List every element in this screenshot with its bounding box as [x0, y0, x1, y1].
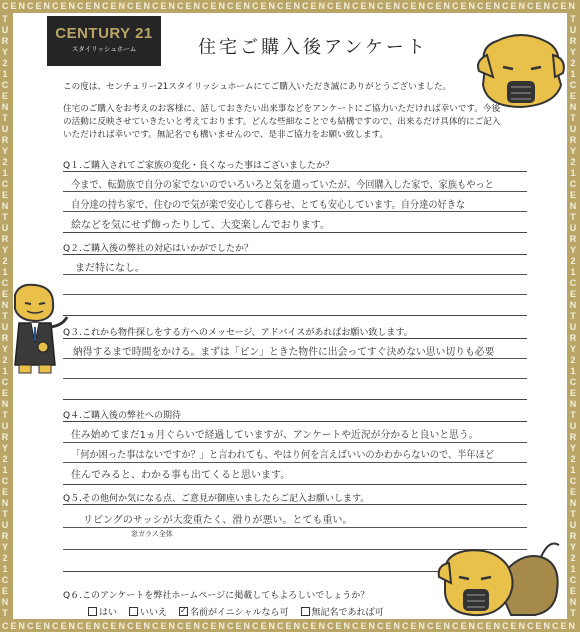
answer-4-line-2: 「何か困った事はないですか？」と言われても、やはり何を言えばいいのかわからないので、半年ほど	[71, 450, 495, 461]
option-initials[interactable]	[179, 605, 288, 618]
option-initials-checkbox[interactable]	[179, 607, 188, 616]
question-5-label: Q５.その他何か気になる点、ご意見が御座いましたらご記入お願いします。	[63, 494, 370, 504]
logo-name: CENTURY 21	[55, 25, 153, 42]
option-initials-label: 名前がイニシャルなら可	[190, 608, 289, 618]
answer-box-2	[63, 254, 527, 316]
option-yes[interactable]	[88, 605, 117, 618]
option-anonymous[interactable]	[301, 605, 384, 618]
option-yes-checkbox[interactable]	[88, 607, 97, 616]
answer-4-line-3: 住んでみると、わかる事も出てくると思います。	[71, 470, 291, 481]
answer-box-3	[63, 338, 527, 400]
question-2-label: Q２.ご購入後の弊社の対応はいかがでしたか？	[63, 244, 253, 254]
question-4-label: Q４.ご購入後の弊社への期待	[63, 411, 181, 421]
border-top-text: CENCENCENCENCENCENCENCENCENCENCENCENCENCENCENCENCENCENCENCENCENCENCEN	[2, 1, 578, 11]
answer-1-line-3: 絵などを気にせず飾ったりして、大変楽しんでおります。	[71, 220, 330, 231]
answer-3-line-1: 納得するまで時間をかける。まずは「ピン」ときた物件に出会ってすぐ決めない思い切りも必要	[73, 347, 495, 358]
answer-5-line-1: リビングのサッシが大変重たく、滑りが悪い。とても重い。	[83, 515, 353, 526]
answer-box-1	[63, 171, 527, 233]
company-logo	[47, 16, 161, 66]
answer-4-line-1: 住み始めてまだ1ヵ月ぐらいで経過していますが、アンケートや近況が分かると良いと思う。	[71, 430, 479, 441]
answer-box-4	[63, 421, 527, 485]
option-no-checkbox[interactable]	[129, 607, 138, 616]
logo-subtitle: スタイリッシュホーム	[71, 45, 137, 53]
option-anonymous-checkbox[interactable]	[301, 607, 310, 616]
question-1-label: Q１.ご購入されてご家族の変化・良くなった事はございましたか？	[63, 161, 334, 171]
border-left-text: TURY21CENTURY21CENTURY21CENTURY21CENTURY21CENTURY21CENT	[1, 14, 11, 618]
mascot-dog-bottom-icon	[437, 531, 567, 619]
intro-body: 住宅のご購入をお考えのお客様に、話しておきたい出来事などをアンケートにご協力いただければ幸いです。今後の活動に反映させていきたいと考えております。どんな些細なことでも結構ですので、出来るだけ具体的にご記入いただければ幸いです。無記名でも構いませんので、是非ご協力をお願い致します。	[63, 104, 501, 140]
option-no[interactable]	[129, 605, 167, 618]
border-right-text: TURY21CENTURY21CENTURY21CENTURY21CENTURY21CENTURY21CENT	[569, 14, 579, 618]
question-6-label: Q６.このアンケートを弊社ホームページに掲載してもよろしいでしょうか？	[63, 591, 370, 601]
option-yes-label: はい	[99, 608, 118, 618]
publish-options	[88, 605, 384, 618]
option-no-label: いいえ	[140, 608, 168, 618]
answer-5-note: 窓ガラス全体	[131, 530, 173, 538]
answer-1-line-1: 今まで、転勤族で自分の家でないのでいろいろと気を遣っていたが、今回購入した家で、家族もやっと	[71, 180, 494, 191]
answer-2-line-1: まだ特になし。	[75, 263, 145, 274]
answer-1-line-2: 自分達の持ち家で、住むので気が楽で安心して暮らせ、とても安心しています。自分達の好きな	[71, 200, 466, 211]
page-title: 住宅ご購入後アンケート	[198, 37, 428, 58]
option-anonymous-label: 無記名であれば可	[311, 608, 384, 618]
border-bottom-text: CENCENCENCENCENCENCENCENCENCENCENCENCENCENCENCENCENCENCENCENCENCENCEN	[2, 621, 578, 631]
mascot-dog-left-icon	[5, 281, 69, 377]
question-3-label: Q３.これから物件探しをする方へのメッセージ、アドバイスがあればお願い致します。	[63, 328, 413, 338]
intro-thanks: この度は、センチュリー21スタイリッシュホームにてご購入いただき誠にありがとうございました。	[63, 82, 452, 92]
survey-sheet	[13, 13, 567, 619]
